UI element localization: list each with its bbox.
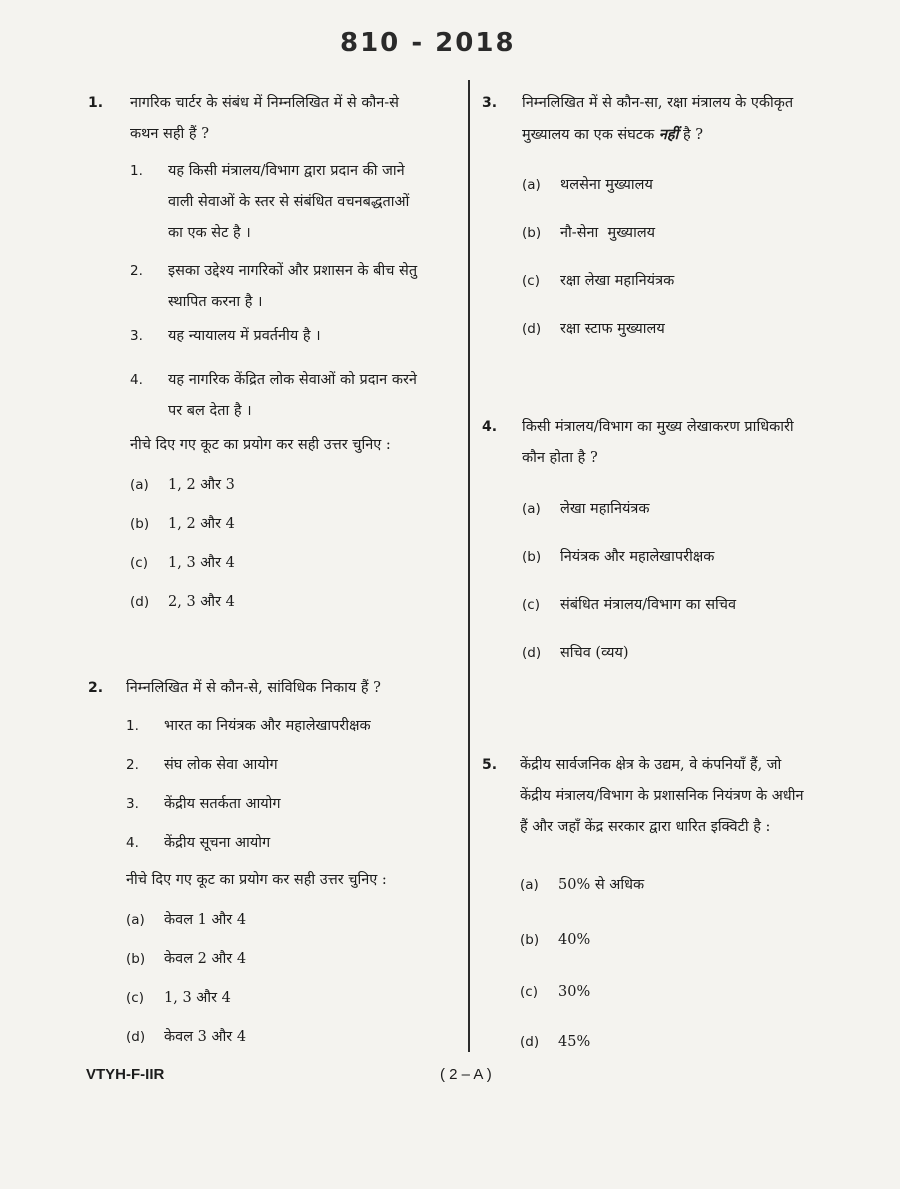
question-stem: नागरिक चार्टर के संबंध में निम्नलिखित में से कौन-से कथन सही हैं ? [130, 95, 399, 142]
question-number: 4. [482, 419, 498, 435]
paper-code: VTYH-F-IIR [86, 1066, 165, 1083]
question-number: 3. [482, 95, 498, 111]
handwritten-mark: 810 - 2018 [340, 28, 516, 58]
question-stem: निम्नलिखित में से कौन-सा, रक्षा मंत्रालय के एकीकृत मुख्यालय का एक संघटक नहीं है ? [522, 95, 794, 143]
emphasis-not: नहीं [658, 126, 679, 143]
column-divider [468, 80, 470, 1052]
page-number: ( 2 – A ) [440, 1066, 492, 1083]
question-2: 2. निम्नलिखित में से कौन-से, सांविधिक निकाय हैं ? 1. भारत का नियंत्रक और महालेखापरीक्षक 2. संघ लोक सेवा आयोग 3. केंद्रीय सतर्कता आयोग 4. केंद्रीय सूचना आयोग नीचे दिए गए कूट का प्रयोग कर सही उत्तर चुनिए : (a) केवल 1 और 4 (b) केवल 2 और 4 (c) 1, 3 और 4 (d) केवल 3 और 4 [88, 673, 468, 1053]
question-4: 4. किसी मंत्रालय/विभाग का मुख्य लेखाकरण प्राधिकारी कौन होता है ? (a) लेखा महानियंत्रक (b) नियंत्रक और महालेखापरीक्षक (c) संबंधित मंत्रालय/विभाग का सचिव (d) सचिव (व्यय) [482, 412, 867, 672]
question-5: 5. केंद्रीय सार्वजनिक क्षेत्र के उद्यम, वे कंपनियाँ हैं, जो केंद्रीय मंत्रालय/विभाग के प्रशासनिक नियंत्रण के अधीन हैं और जहाँ केंद्र सरकार द्वारा धारित इक्विटी है : (a) 50% से अधिक (b) 40% (c) 30% (d) 45% [482, 750, 867, 1060]
instruction: नीचे दिए गए कूट का प्रयोग कर सही उत्तर चुनिए : [130, 437, 391, 453]
question-number: 5. [482, 757, 498, 773]
question-stem: केंद्रीय सार्वजनिक क्षेत्र के उद्यम, वे कंपनियाँ हैं, जो केंद्रीय मंत्रालय/विभाग के प्रशासनिक नियंत्रण के अधीन हैं और जहाँ केंद्र सरकार द्वारा धारित इक्विटी है : [520, 757, 804, 835]
question-number: 2. [88, 680, 104, 696]
question-1: 1. नागरिक चार्टर के संबंध में निम्नलिखित में से कौन-से कथन सही हैं ? 1. यह किसी मंत्रालय/विभाग द्वारा प्रदान की जाने वाली सेवाओं के स्तर से संबंधित वचनबद्धताओं का एक सेट है । 2. इसका उद्देश्य नागरिकों और प्रशासन के बीच सेतु स्थापित करना है । 3. यह न्यायालय में प्रवर्तनीय है । 4. यह नागरिक केंद्रित लोक सेवाओं को प्रदान करने पर बल देता है । नीचे दिए गए कूट का प्रयोग कर सही उत्तर चुनिए : (a) 1, 2 और 3 (b) 1, 2 और 4 (c) 1, 3 और 4 (d) 2, 3 और 4 [88, 88, 468, 628]
question-number: 1. [88, 95, 104, 111]
question-3: 3. निम्नलिखित में से कौन-सा, रक्षा मंत्रालय के एकीकृत मुख्यालय का एक संघटक नहीं है ? (a) थलसेना मुख्यालय (b) नौ-सेना मुख्यालय (c) रक्षा लेखा महानियंत्रक (d) रक्षा स्टाफ मुख्यालय [482, 88, 867, 348]
question-stem: किसी मंत्रालय/विभाग का मुख्य लेखाकरण प्राधिकारी कौन होता है ? [522, 419, 794, 466]
instruction: नीचे दिए गए कूट का प्रयोग कर सही उत्तर चुनिए : [126, 872, 387, 888]
question-stem: निम्नलिखित में से कौन-से, सांविधिक निकाय हैं ? [126, 680, 381, 696]
